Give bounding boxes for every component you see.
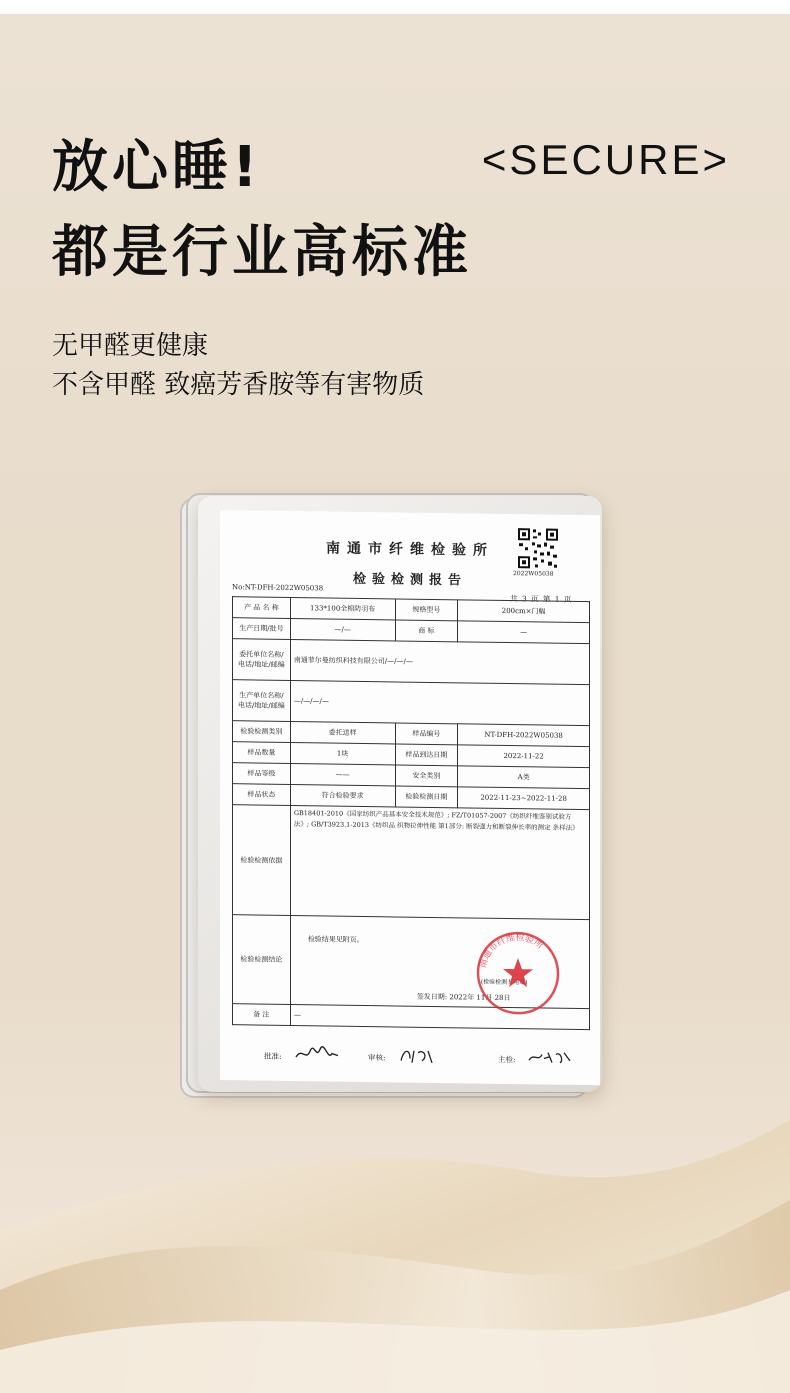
brand-value: — bbox=[458, 621, 590, 644]
basis-label: 检验检测依据 bbox=[233, 805, 291, 916]
table-row bbox=[233, 680, 590, 726]
client-value: 南通菲尔曼纺织科技有限公司/—/—/— bbox=[290, 639, 589, 684]
brand-label: 商 标 bbox=[395, 620, 458, 642]
sign-date: 签发日期: 2022年 11月 28日 bbox=[416, 992, 511, 1003]
review-signature-icon bbox=[398, 1044, 438, 1067]
headline-line1: 放心睡! bbox=[52, 135, 262, 200]
sample-no-label: 样品编号 bbox=[395, 723, 458, 745]
safety-value: A类 bbox=[458, 766, 590, 789]
svg-text:南通市纤维检验所: 南通市纤维检验所 bbox=[478, 932, 545, 970]
report-title: 检验检测报告 bbox=[352, 571, 467, 589]
subtitle-line2: 不含甲醛 致癌芳香胺等有害物质 bbox=[52, 370, 425, 400]
producer-value: —/—/—/— bbox=[290, 680, 589, 725]
safety-label: 安全类别 bbox=[395, 765, 458, 787]
seal-note: (检验检测专用章) bbox=[480, 978, 528, 987]
product-name-value: 133*100全棉防羽布 bbox=[290, 597, 395, 619]
arrive-value: 2022-11-22 bbox=[458, 745, 590, 768]
basis-value: GB18401-2010《国家纺织产品基本安全技术规范》; FZ/T01057-2007《纺织纤维鉴别试验方法》; GB/T3923.1-2013《纺织品 织物拉伸性能 第1部分: 断裂强力和断裂伸长率的测定 条样法》 bbox=[290, 805, 589, 919]
approve-label: 批准: bbox=[264, 1051, 282, 1061]
table-row bbox=[233, 805, 590, 920]
conclusion-value: 检验结果见附页。 bbox=[307, 935, 364, 945]
conclusion-label: 检验检测结论 bbox=[233, 915, 291, 1005]
table-row bbox=[233, 639, 590, 685]
certificate-card bbox=[180, 488, 606, 1100]
test-type-label: 检验检测类别 bbox=[233, 721, 291, 743]
top-edge bbox=[0, 0, 790, 14]
secure-tag: <SECURE> bbox=[481, 136, 730, 183]
headline-line2: 都是行业高标准 bbox=[52, 220, 472, 285]
qty-value: 1块 bbox=[290, 742, 395, 764]
qr-code-icon bbox=[517, 527, 559, 570]
client-label: 委托单位名称/电话/地址/邮编 bbox=[233, 639, 291, 681]
grade-label: 样品等级 bbox=[233, 763, 291, 785]
grade-value: —— bbox=[290, 763, 395, 785]
remark-value: — bbox=[290, 1004, 589, 1029]
sample-no-value: NT-DFH-2022W05038 bbox=[458, 724, 590, 747]
product-name-label: 产 品 名 称 bbox=[233, 597, 291, 619]
review-label: 审核: bbox=[368, 1053, 386, 1063]
silk-wave-decoration bbox=[0, 1100, 790, 1393]
spec-label: 规格型号 bbox=[395, 599, 458, 621]
card-frame bbox=[198, 496, 602, 1092]
red-seal-stamp bbox=[475, 930, 561, 1017]
qty-label: 样品数量 bbox=[233, 742, 291, 764]
signature-row bbox=[220, 1050, 600, 1065]
main-inspector-signature-icon bbox=[526, 1046, 574, 1069]
report-org: 南通市纤维检验所 bbox=[326, 540, 494, 559]
test-report-paper bbox=[220, 510, 600, 1085]
producer-label: 生产单位名称/电话/地址/邮编 bbox=[233, 680, 291, 722]
arrive-label: 样品到达日期 bbox=[395, 744, 458, 766]
main-inspector-label: 主检: bbox=[498, 1054, 516, 1065]
spec-value: 200cm×门幅 bbox=[458, 600, 590, 623]
qr-number: 2022W05038 bbox=[513, 570, 554, 578]
state-value: 符合检验要求 bbox=[290, 784, 395, 806]
approve-signature-icon bbox=[294, 1043, 340, 1066]
report-number: No:NT-DFH-2022W05038 bbox=[232, 583, 324, 593]
page-count: 共 3 页 第 1 页 bbox=[510, 594, 573, 604]
test-type-value: 委托送样 bbox=[290, 721, 395, 743]
test-date-value: 2022-11-23~2022-11-28 bbox=[458, 787, 590, 810]
date-batch-label: 生产日期/批号 bbox=[233, 618, 291, 640]
date-batch-value: —/— bbox=[290, 618, 395, 640]
remark-label: 备 注 bbox=[233, 1004, 291, 1026]
subtitle-line1: 无甲醛更健康 bbox=[52, 331, 209, 361]
test-date-label: 检验检测日期 bbox=[395, 786, 458, 808]
state-label: 样品状态 bbox=[233, 784, 291, 806]
